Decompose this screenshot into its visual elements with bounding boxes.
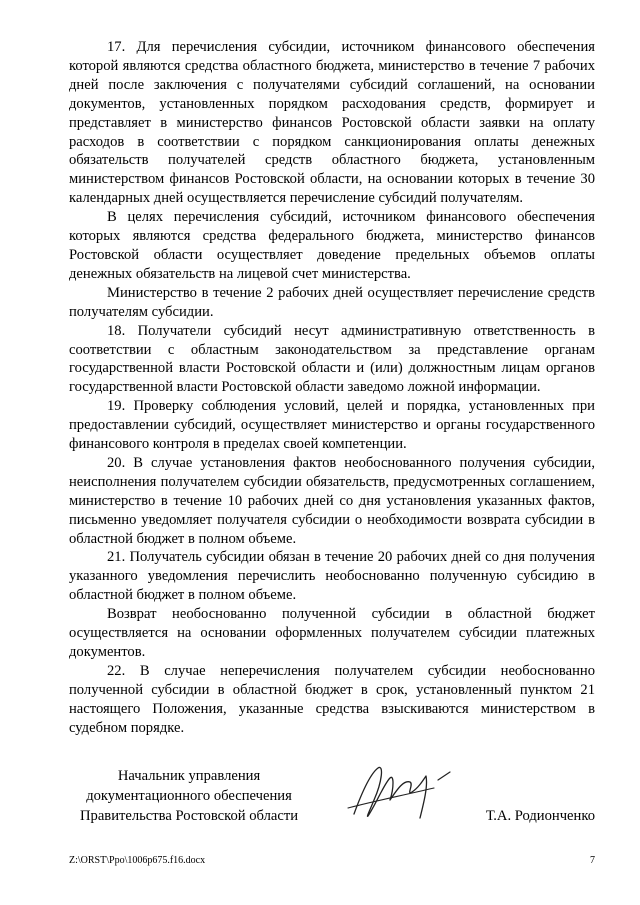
paragraph-21: 21. Получатель субсидии обязан в течение 20 рабочих дней со дня получения указанного уведомления перечислить необоснованно полученную субсидию в областной бюджет в полном объеме. [69,549,595,604]
paragraph-17: 17. Для перечисления субсидии, источником финансового обеспечения которой являются средства областного бюджета, министерство в течение 7 рабочих дней после заключения с получателями субсидий соглашений, на основании документов, установленных порядком расходования средств, формирует и представляет в министерство финансов Ростовской области заявки на оплату расходов в соответствии с порядком санкционирования оплаты денежных обязательств получателей средств областного бюджета, установленным министерством финансов Ростовской области, на основании которых в течение 30 календарных дней осуществляется перечисление субсидий получателям. [69,39,595,207]
paragraph-21-refund: Возврат необоснованно полученной субсидии в областной бюджет осуществляется на основании оформленных получателем субсидии платежных документов. [69,606,595,660]
document-body [69,38,595,738]
page-number: 7 [590,855,595,866]
footer-file-path: Z:\ORST\Ppo\1006p675.f16.docx [69,855,206,866]
signatory-position-line: Начальник управления [117,768,261,784]
paragraph-17-transfer: Министерство в течение 2 рабочих дней осуществляет перечисление средств получателям субсидии. [69,284,595,320]
paragraph-22: 22. В случае неперечисления получателем субсидии необоснованно полученной субсидии в областной бюджет в срок, установленный пунктом 21 настоящего Положения, указанные средства взыскиваются министерством в судебном порядке. [69,662,595,736]
signatory-position-line: Правительства Ростовской области [79,808,299,824]
paragraph-19: 19. Проверку соблюдения условий, целей и порядка, установленных при предоставлении субсидий, осуществляет министерство и органы государственного финансового контроля в пределах своей компетенции. [69,398,595,453]
paragraph-17-federal: В целях перечисления субсидий, источником финансового обеспечения которых являются средства федерального бюджета, министерство финансов Ростовской области осуществляет доведение предельных объемов оплаты денежных обязательств на лицевой счет министерства. [69,209,595,282]
paragraph-20: 20. В случае установления фактов необоснованного получения субсидии, неисполнения получателем субсидии обязательств, предусмотренных соглашением, министерство в течение 10 рабочих дней со дня установления указанных фактов, письменно уведомляет получателя субсидии о необходимости возврата субсидии в областной бюджет в полном объеме. [69,454,595,547]
signatory-position-line: документационного обеспечения [86,788,292,804]
signatory-position [69,766,309,826]
handwritten-signature [340,752,460,832]
paragraph-18: 18. Получатели субсидий несут административную ответственность в соответствии с областным законодательством за представление органам государственной власти Ростовской области и (или) должностным лицам органов государственной власти Ростовской области заведомо ложной информации. [69,322,595,396]
signatory-name: Т.А. Родионченко [485,808,595,824]
